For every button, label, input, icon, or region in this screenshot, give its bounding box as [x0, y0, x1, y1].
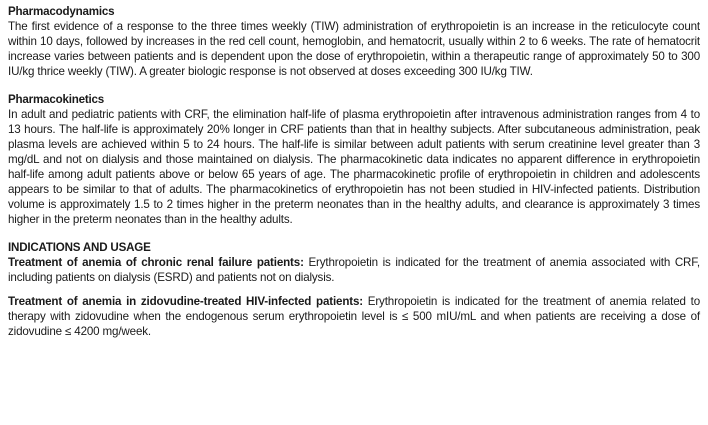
pharmacodynamics-section	[8, 4, 700, 79]
indications-heading: INDICATIONS AND USAGE	[8, 241, 151, 254]
indication-hiv-zidovudine-text: Erythropoietin is indicated for the treatment of anemia related to therapy with zidovudine when the endogenous serum erythropoietin level is ≤ 500 mIU/mL and when patients are receiving a dose of zidovudine ≤ 4200 mg/week.	[8, 295, 700, 338]
indication-renal-failure-lead: Treatment of anemia of chronic renal failure patients:	[8, 256, 304, 269]
indication-renal-failure-text: Erythropoietin is indicated for the treatment of anemia associated with CRF, including patients on dialysis (ESRD) and patients not on dialysis.	[8, 256, 700, 284]
indication-hiv-zidovudine-lead: Treatment of anemia in zidovudine-treated HIV-infected patients:	[8, 295, 363, 308]
pharmacokinetics-heading: Pharmacokinetics	[8, 93, 105, 106]
indication-hiv-zidovudine	[8, 294, 700, 339]
pharmacodynamics-heading: Pharmacodynamics	[8, 5, 115, 18]
pharmacokinetics-section	[8, 92, 700, 227]
indication-renal-failure	[8, 255, 700, 285]
pharmacodynamics-paragraph: The first evidence of a response to the three times weekly (TIW) administration of erythropoietin is an increase in the reticulocyte count within 10 days, followed by increases in the red cell count, hemoglobin, and hematocrit, usually within 2 to 6 weeks. The rate of hematocrit increase varies between patients and is dependent upon the dose of erythropoietin, within a therapeutic range of approximately 50 to 300 IU/kg thrice weekly (TIW). A greater biologic response is not observed at doses exceeding 300 IU/kg TIW.	[8, 20, 700, 78]
indications-section	[8, 240, 700, 339]
pharmacokinetics-paragraph: In adult and pediatric patients with CRF, the elimination half-life of plasma erythropoietin after intravenous administration ranges from 4 to 13 hours. The half-life is approximately 20% longer in CRF patients than that in healthy subjects. After subcutaneous administration, peak plasma levels are achieved within 5 to 24 hours. The half-life is similar between adult patients with serum creatinine level greater than 3 mg/dL and not on dialysis and those maintained on dialysis. The pharmacokinetic data indicates no apparent difference in erythropoietin half-life among adult patients above or below 65 years of age. The pharmacokinetic profile of erythropoietin in children and adolescents appears to be similar to that of adults. The pharmacokinetics of erythropoietin has not been studied in HIV-infected patients. Distribution volume is approximately 1.5 to 2 times higher in the preterm neonates than in the healthy adults, and clearance is approximately 3 times higher in the preterm neonates than in the healthy adults.	[8, 108, 700, 226]
